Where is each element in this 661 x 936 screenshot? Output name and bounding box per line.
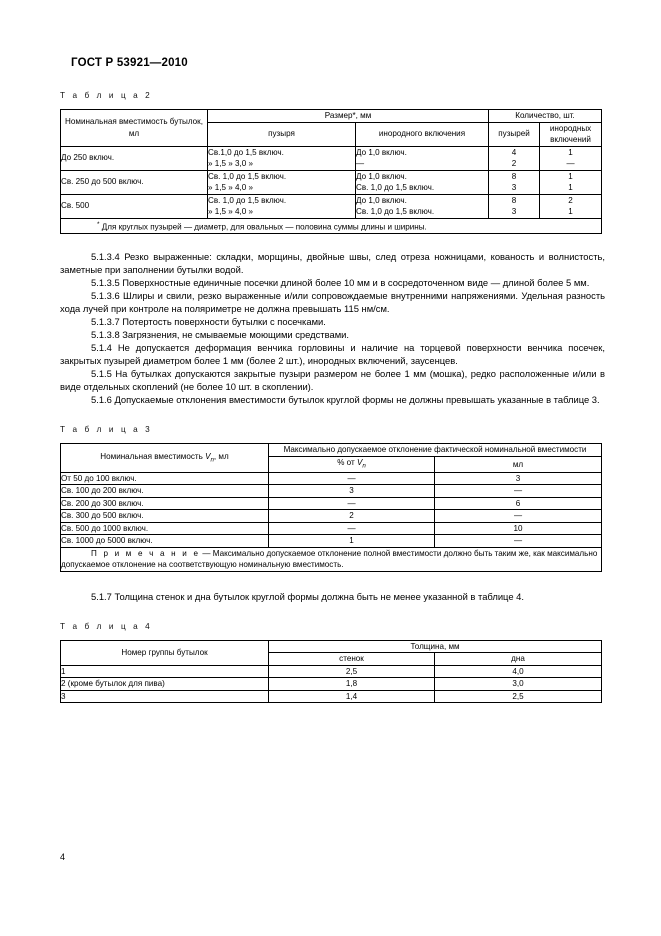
line: 2 xyxy=(568,195,573,205)
table2-header-qty-bubble: пузырей xyxy=(489,122,540,146)
label-prefix: % от xyxy=(337,457,357,467)
table-row xyxy=(61,194,602,218)
clause-5-1-3-8: 5.1.3.8 Загрязнения, не смываемые моющими средствами. xyxy=(91,328,349,340)
line: Св.1,0 до 1,5 включ. xyxy=(208,147,284,157)
table3-cell-capacity: Св. 500 до 1000 включ. xyxy=(61,522,269,535)
table2-cell-qty-bubble xyxy=(489,146,540,170)
table3-note-row xyxy=(61,547,602,571)
table3-cell-ml: — xyxy=(435,510,602,523)
table4-header-row-1 xyxy=(61,640,602,653)
footnote-text: Для круглых пузырей — диаметр, для овальных — половина суммы длины и ширины. xyxy=(101,222,427,232)
line: Св. 1,0 до 1,5 включ. xyxy=(356,183,435,192)
table3-cell-capacity: Св. 200 до 300 включ. xyxy=(61,497,269,510)
clause-5-1-3-4: 5.1.3.4 Резко выраженные: складки, морщины, двойные швы, след отреза ножницами, кованость и волнистость, заметные при заполнении бутылки водой. xyxy=(60,250,605,275)
line: Св. 1,0 до 1,5 включ. xyxy=(208,195,287,205)
clause-5-1-6: 5.1.6 Допускаемые отклонения вместимости бутылок круглой формы не должны превышать указанные в таблице 3. xyxy=(91,394,600,406)
clause-5-1-5: 5.1.5 На бутылках допускаются закрытые пузыри размером не более 1 мм (мошка), редко расположенные и/или в виде отдельных скоплений (не более 10 шт. в скоплении). xyxy=(60,368,605,393)
table3-header-ml: мл xyxy=(435,456,602,472)
table-row xyxy=(61,665,602,678)
label-prefix: Номинальная вместимость xyxy=(100,451,206,461)
line: 1 xyxy=(568,171,573,181)
clause-5-1-7: 5.1.7 Толщина стенок и дна бутылок круглой формы должна быть не менее указанной в таблице 4. xyxy=(91,590,524,602)
table3-cell-ml: — xyxy=(435,535,602,548)
table-2 xyxy=(60,109,602,234)
label-suffix: , мл xyxy=(213,451,229,461)
footnote-marker: * xyxy=(97,220,100,228)
table2-cell-qty-inclusion xyxy=(540,194,602,218)
line: » 1,5 » 4,0 » xyxy=(208,183,254,192)
line: » 1,5 » 3,0 » xyxy=(208,159,254,168)
page-title: ГОСТ Р 53921—2010 xyxy=(71,57,188,69)
table2-header-quantity: Количество, шт. xyxy=(489,110,602,123)
table2-footnote-row xyxy=(61,218,602,233)
table2-cell-size-inclusion xyxy=(356,170,489,194)
table4-cell-walls: 1,4 xyxy=(269,690,435,703)
table2-cell-capacity: Св. 250 до 500 включ. xyxy=(61,170,208,194)
table2-caption: Т а б л и ц а 2 xyxy=(60,91,153,100)
table2-cell-capacity: Св. 500 xyxy=(61,194,208,218)
line: 2 xyxy=(511,159,517,168)
line: — xyxy=(356,159,365,168)
note-text: — Максимально допускаемое отклонение полной вместимости должно быть таким же, как максимально допускаемое отклонение на соответствующую номинальную вместимость. xyxy=(61,548,598,570)
table3-header-percent xyxy=(269,456,435,472)
table2-header-qty-inclusion: инородных включений xyxy=(540,122,602,146)
line: 8 xyxy=(511,195,517,205)
table3-cell-capacity: Св. 1000 до 5000 включ. xyxy=(61,535,269,548)
line: 4 xyxy=(511,147,517,157)
table3-cell-percent: — xyxy=(269,522,435,535)
variable-v: V xyxy=(205,451,211,461)
table3-note-cell xyxy=(61,547,602,571)
table2-cell-size-inclusion xyxy=(356,194,489,218)
table-4 xyxy=(60,640,602,704)
table3-header-capacity xyxy=(61,444,269,473)
table2-header-size: Размер*, мм xyxy=(208,110,489,123)
table4-header-walls: стенок xyxy=(269,653,435,666)
table-row xyxy=(61,472,602,485)
line: 3 xyxy=(511,183,517,192)
table3-caption: Т а б л и ц а 3 xyxy=(60,425,153,435)
line: 8 xyxy=(511,171,517,181)
table3-header-row-1 xyxy=(61,444,602,457)
table2-cell-size-bubble xyxy=(208,194,356,218)
page-number: 4 xyxy=(60,852,66,862)
page-content xyxy=(60,56,605,703)
table4-cell-group: 2 (кроме бутылок для пива) xyxy=(61,678,269,691)
line: До 1,0 включ. xyxy=(356,147,407,157)
clause-5-1-3-5: 5.1.3.5 Поверхностные единичные посечки длиной более 10 мм и в сосредоточенном виде — длиной более 5 мм. xyxy=(91,276,590,288)
table3-cell-percent: 2 xyxy=(269,510,435,523)
table3-cell-percent: — xyxy=(269,472,435,485)
line: До 1,0 включ. xyxy=(356,195,407,205)
table-row xyxy=(61,522,602,535)
variable-v: V xyxy=(356,457,363,467)
table2-cell-size-bubble xyxy=(208,146,356,170)
line: Св. 1,0 до 1,5 включ. xyxy=(208,171,287,181)
table4-header-group: Номер группы бутылок xyxy=(61,640,269,665)
table2-cell-qty-inclusion xyxy=(540,170,602,194)
line: 1 xyxy=(568,147,573,157)
table3-cell-capacity: От 50 до 100 включ. xyxy=(61,472,269,485)
footnote-indent xyxy=(61,219,427,233)
table3-cell-ml: 6 xyxy=(435,497,602,510)
table-row xyxy=(61,497,602,510)
table2-cell-qty-inclusion xyxy=(540,146,602,170)
table-row xyxy=(61,690,602,703)
table3-cell-percent: 1 xyxy=(269,535,435,548)
table3-cell-capacity: Св. 100 до 200 включ. xyxy=(61,485,269,498)
table2-cell-capacity: До 250 включ. xyxy=(61,146,208,170)
table4-cell-bottom: 3,0 xyxy=(435,678,602,691)
line: 3 xyxy=(511,207,517,216)
table4-cell-group: 1 xyxy=(61,665,269,678)
line: » 1,5 » 4,0 » xyxy=(208,207,254,216)
table3-header-deviation: Максимально допускаемое отклонение фактической номинальной вместимости xyxy=(269,444,602,457)
table3-cell-percent: 3 xyxy=(269,485,435,498)
table4-cell-walls: 1,8 xyxy=(269,678,435,691)
line: 1 xyxy=(568,183,573,192)
table3-cell-percent: — xyxy=(269,497,435,510)
table2-cell-size-bubble xyxy=(208,170,356,194)
table3-cell-ml: 10 xyxy=(435,522,602,535)
table4-header-bottom: дна xyxy=(435,653,602,666)
variable-subscript: n xyxy=(362,462,366,470)
table-row xyxy=(61,485,602,498)
clause-5-1-3-7: 5.1.3.7 Потертость поверхности бутылки с посечками. xyxy=(91,315,326,327)
clauses-group-1 xyxy=(60,250,605,407)
line: — xyxy=(566,159,575,168)
note-label: П р и м е ч а н и е xyxy=(91,548,201,558)
table-3 xyxy=(60,443,602,572)
table2-header-size-bubble: пузыря xyxy=(208,122,356,146)
table2-header-size-inclusion: инородного включения xyxy=(356,122,489,146)
table-row xyxy=(61,678,602,691)
table4-cell-walls: 2,5 xyxy=(269,665,435,678)
table2-footnote-cell xyxy=(61,218,602,233)
table4-cell-group: 3 xyxy=(61,690,269,703)
clause-5-1-4: 5.1.4 Не допускается деформация венчика горловины и наличие на торцевой поверхности венчика посечек, закрытых пузырей диаметром более 1 мм (более 2 шт.), инородных включений, заусенцев. xyxy=(60,342,605,367)
line: 1 xyxy=(568,207,573,216)
table2-header-capacity: Номинальная вместимость бутылок, мл xyxy=(61,110,208,147)
table4-caption: Т а б л и ц а 4 xyxy=(60,621,153,631)
clause-5-1-3-6: 5.1.3.6 Шлиры и свили, резко выраженные и/или сопровождаемые внутренними напряжениями. Удельная разность хода лучей при контроле на поляриметре не должна превышать 115 нм/см. xyxy=(60,289,605,314)
table2-header-row-1 xyxy=(61,110,602,123)
table3-cell-ml: — xyxy=(435,485,602,498)
line: Св. 1,0 до 1,5 включ. xyxy=(356,207,435,216)
table4-cell-bottom: 2,5 xyxy=(435,690,602,703)
table-row xyxy=(61,146,602,170)
table4-cell-bottom: 4,0 xyxy=(435,665,602,678)
variable-subscript: n xyxy=(210,456,214,464)
table4-header-thickness: Толщина, мм xyxy=(269,640,602,653)
table-row xyxy=(61,535,602,548)
table2-cell-qty-bubble xyxy=(489,194,540,218)
table-row xyxy=(61,170,602,194)
table-row xyxy=(61,510,602,523)
table3-cell-ml: 3 xyxy=(435,472,602,485)
line: До 1,0 включ. xyxy=(356,171,407,181)
table3-cell-capacity: Св. 300 до 500 включ. xyxy=(61,510,269,523)
table2-cell-size-inclusion xyxy=(356,146,489,170)
table2-cell-qty-bubble xyxy=(489,170,540,194)
